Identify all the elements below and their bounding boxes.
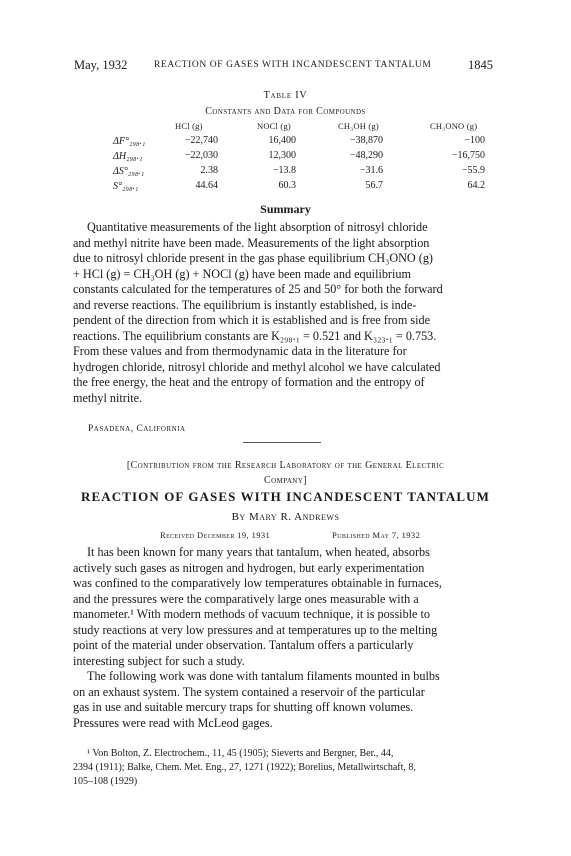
running-head-title: REACTION OF GASES WITH INCANDESCENT TANTALUM [154,60,432,70]
text-line: Quantitative measurements of the light absorption of nitrosyl chloride [87,220,428,234]
table-cell: −38,870 [349,135,383,146]
text-line: and reverse reactions. The equilibrium is instantly established, is inde- [73,297,417,312]
article-paragraph [73,545,504,731]
section-divider [243,442,321,443]
table-column-header: NOCl (g) [257,121,291,131]
text-line: actively such gases as nitrogen and hydrogen, but early experimentation [73,560,425,575]
table-title: Table IV [263,90,308,101]
table-cell: −16,750 [451,150,485,161]
text-line: gas in use and suitable mercury traps for shutting off known volumes. [73,700,414,714]
table-cell: 12,300 [268,150,296,161]
table-cell: −31.6 [359,165,383,176]
footnote-line: ¹ Von Bolton, Z. Electrochem., 11, 45 (1905); Sieverts and Bergner, Ber., 44, [87,748,394,759]
table-cell: −22,030 [184,150,218,161]
text-line: pendent of the direction from which it is established and is free from side [73,313,431,327]
table-cell: −13.8 [272,165,296,176]
text-line: point of the material under observation. Tantalum offers a particularly [73,638,414,652]
table-cell: 64.2 [467,180,485,191]
table-row-label: ΔS°₂₉₈.₁ [113,166,145,177]
table-cell: −48,290 [349,150,383,161]
text-line: and methyl nitrite have been made. Measurements of the light absorption [73,235,430,250]
contribution-line: [Contribution from the Research Laboratory of the General Electric [126,460,445,471]
summary-heading: Summary [260,202,311,216]
location-line: Pasadena, California [88,424,186,434]
table-cell: 60.3 [278,180,296,191]
text-line: on an exhaust system. The system contained a reservoir of the particular [73,684,425,699]
text-line: + HCl (g) = CH₃OH (g) + NOCl (g) have been made and equilibrium [73,266,411,281]
table-cell: −22,740 [184,135,218,146]
text-line: reactions. The equilibrium constants are K₂₉₈.₁ = 0.521 and K₃₂₃.₁ = 0.753. [73,328,437,343]
table-cell: 16,400 [268,135,296,146]
text-line: study reactions at very low pressures and at temperatures up to the melting [73,622,438,637]
text-line: methyl nitrite. [73,390,143,405]
article-title: REACTION OF GASES WITH INCANDESCENT TANTALUM [81,489,490,504]
article-author: By Mary R. Andrews [231,511,340,523]
text-line: manometer.¹ With modern methods of vacuum technique, it is possible to [73,607,430,621]
contribution-line: Company] [264,475,307,486]
text-line: due to nitrosyl chloride present in the gas phase equilibrium CH₃ONO (g) [73,251,433,265]
table-cell: −100 [464,135,485,146]
running-head-date: May, 1932 [74,58,128,72]
table-column-header: HCl (g) [175,121,203,131]
table-column-header: CH₃ONO (g) [430,121,478,131]
table-cell: 44.64 [195,180,218,191]
text-line: constants calculated for the temperatures of 25 and 50° for both the forward [73,282,443,296]
text-line: It has been known for many years that tantalum, when heated, absorbs [87,545,430,559]
text-line: was confined to the comparatively low temperatures obtainable in furnaces, [73,576,442,590]
received-date: Received December 19, 1931 [160,530,271,540]
text-line: the free energy, the heat and the entropy of formation and the entropy of [73,375,425,389]
summary-paragraph [73,220,504,406]
published-date: Published May 7, 1932 [332,530,421,540]
table-cell: −55.9 [461,165,485,176]
table-row-label: S°₂₉₈.₁ [113,181,139,192]
footnote-line: 2394 (1911); Balke, Chem. Met. Eng., 27, 1271 (1922); Borelius, Metallwirtschaft, 8, [73,762,416,773]
table-row-label: ΔF°₂₉₈.₁ [113,136,146,147]
text-line: Pressures were read with McLeod gages. [73,715,273,730]
footnote [73,747,504,789]
text-line: interesting subject for such a study. [73,653,245,668]
text-line: and the pressures were the comparatively large ones measurable with a [73,591,419,606]
text-line: The following work was done with tantalum filaments mounted in bulbs [87,669,440,683]
text-line: hydrogen chloride, nitrosyl chloride and methyl alcohol we have calculated [73,359,441,374]
table-cell: 56.7 [365,180,383,191]
footnote-line: 105–108 (1929) [73,776,138,787]
table-cell: 2.38 [200,165,218,176]
text-line: From these values and from thermodynamic data in the literature for [73,344,407,358]
page-number: 1845 [468,58,493,72]
table-column-header: CH₃OH (g) [338,121,379,131]
table-subtitle: Constants and Data for Compounds [205,106,366,117]
table-row-label: ΔH₂₉₈.₁ [113,151,143,162]
